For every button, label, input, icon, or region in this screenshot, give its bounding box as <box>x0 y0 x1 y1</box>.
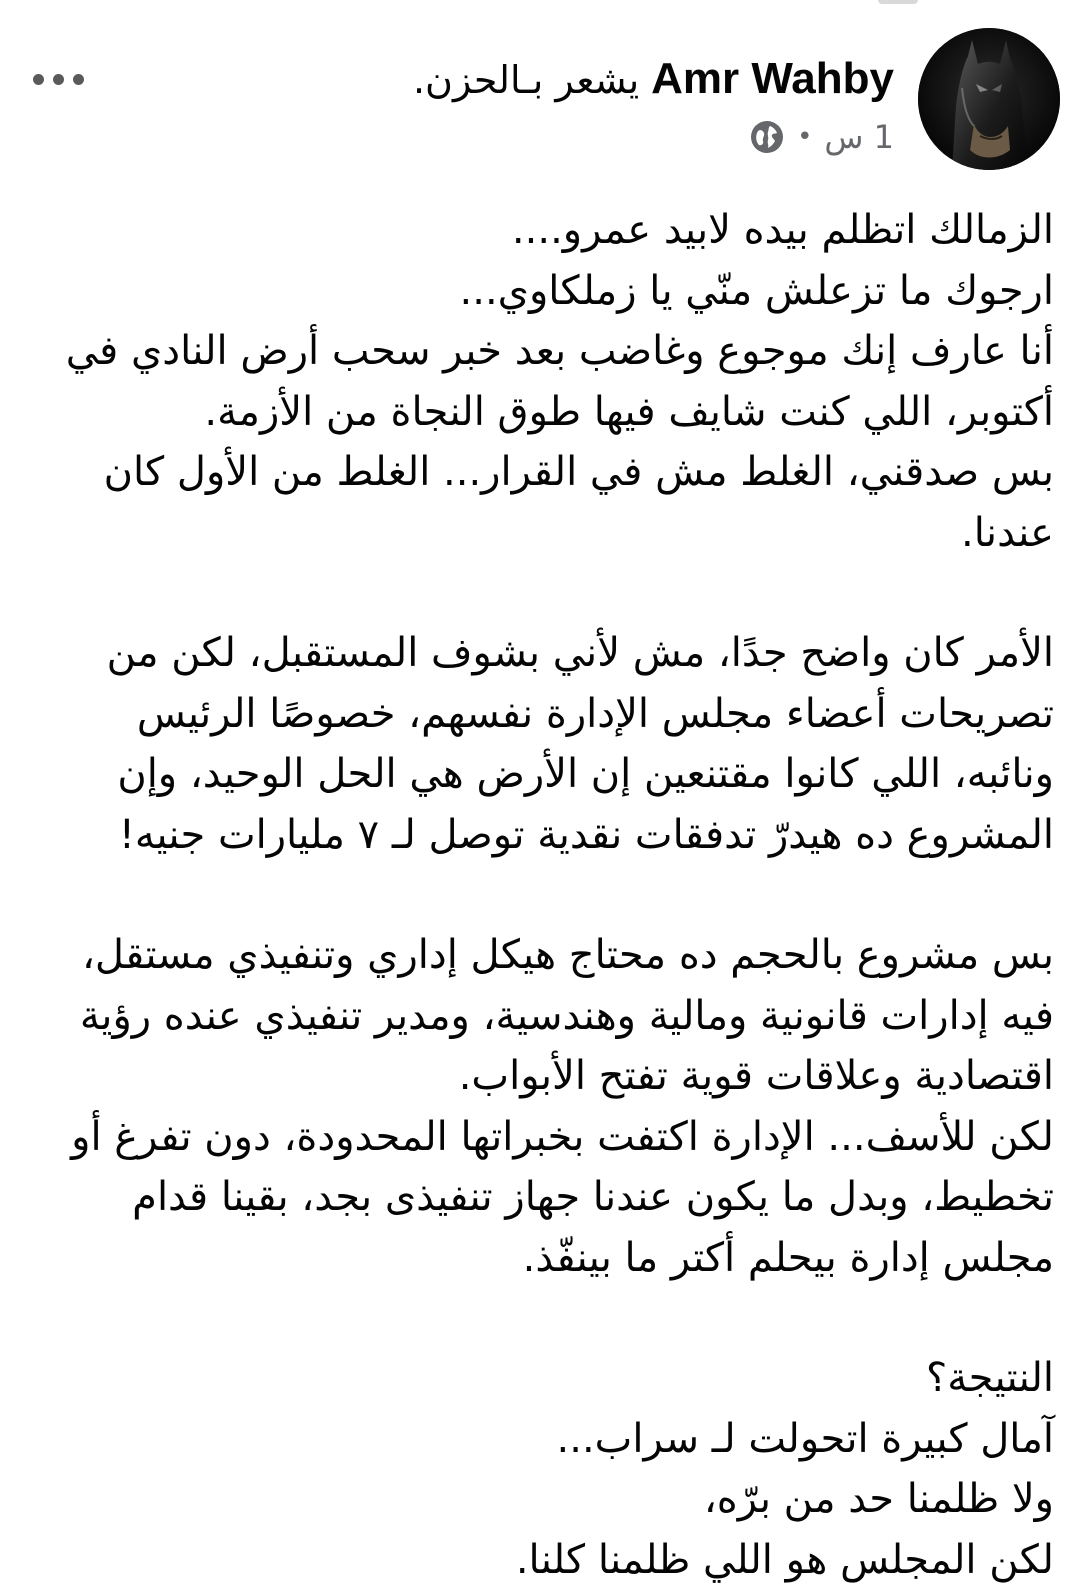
top-edge <box>0 0 1080 8</box>
paragraph-gap <box>30 1288 1054 1348</box>
paragraph-gap <box>30 865 1054 925</box>
post-line: الزمالك اتظلم بيده لابيد عمرو.... <box>30 200 1054 261</box>
more-dot <box>73 74 84 85</box>
more-dot <box>53 74 64 85</box>
post-line: ولا ظلمنا حد من برّه، <box>30 1469 1054 1530</box>
globe-icon[interactable] <box>749 119 785 155</box>
post-body <box>30 200 1054 1590</box>
post-line: ارجوك ما تزعلش منّي يا زملكاوي... <box>30 261 1054 322</box>
post-line: لكن للأسف... الإدارة اكتفت بخبراتها المحدودة، دون تفرغ أو تخطيط، وبدل ما يكون عندنا جهاز تنفيذى بجد، بقينا قدام مجلس إدارة بيحلم أكتر ما بينفّذ. <box>30 1107 1054 1289</box>
paragraph-gap <box>30 563 1054 623</box>
post-meta <box>413 28 894 156</box>
post-line: أنا عارف إنك موجوع وغاضب بعد خبر سحب أرض النادي في أكتوبر، اللي كنت شايف فيها طوق النجاة من الأزمة. <box>30 321 1054 442</box>
author-line <box>413 54 894 104</box>
batman-avatar-icon <box>918 28 1060 170</box>
post-line: بس مشروع بالحجم ده محتاج هيكل إداري وتنفيذي مستقل، فيه إدارات قانونية ومالية وهندسية، ومدير تنفيذي عنده رؤية اقتصادية وعلاقات قوية تفتح الأبواب. <box>30 925 1054 1107</box>
author-avatar[interactable] <box>918 28 1060 170</box>
post-subline <box>749 118 894 156</box>
author-name[interactable]: Amr Wahby <box>651 54 894 104</box>
post-line: لكن المجلس هو اللي ظلمنا كلنا. <box>30 1530 1054 1590</box>
post-line: آمال كبيرة اتحولت لـ سراب... <box>30 1409 1054 1470</box>
feeling-status: يشعر بـالحزن. <box>413 58 639 102</box>
more-dot <box>33 74 44 85</box>
more-options-icon[interactable] <box>26 62 90 96</box>
post-header <box>413 28 1060 178</box>
cropped-status-mark <box>878 0 918 4</box>
post-line: بس صدقني، الغلط مش في القرار... الغلط من الأول كان عندنا. <box>30 442 1054 563</box>
post-timestamp[interactable]: 1 س <box>824 118 894 156</box>
meta-separator: • <box>797 122 812 152</box>
post-line: الأمر كان واضح جدًا، مش لأني بشوف المستقبل، لكن من تصريحات أعضاء مجلس الإدارة نفسهم، خصوصًا الرئيس ونائبه، اللي كانوا مقتنعين إن الأرض هي الحل الوحيد، وإن المشروع ده هيدرّ تدفقات نقدية توصل لـ ٧ مليارات جنيه! <box>30 623 1054 865</box>
post-line: النتيجة؟ <box>30 1348 1054 1409</box>
